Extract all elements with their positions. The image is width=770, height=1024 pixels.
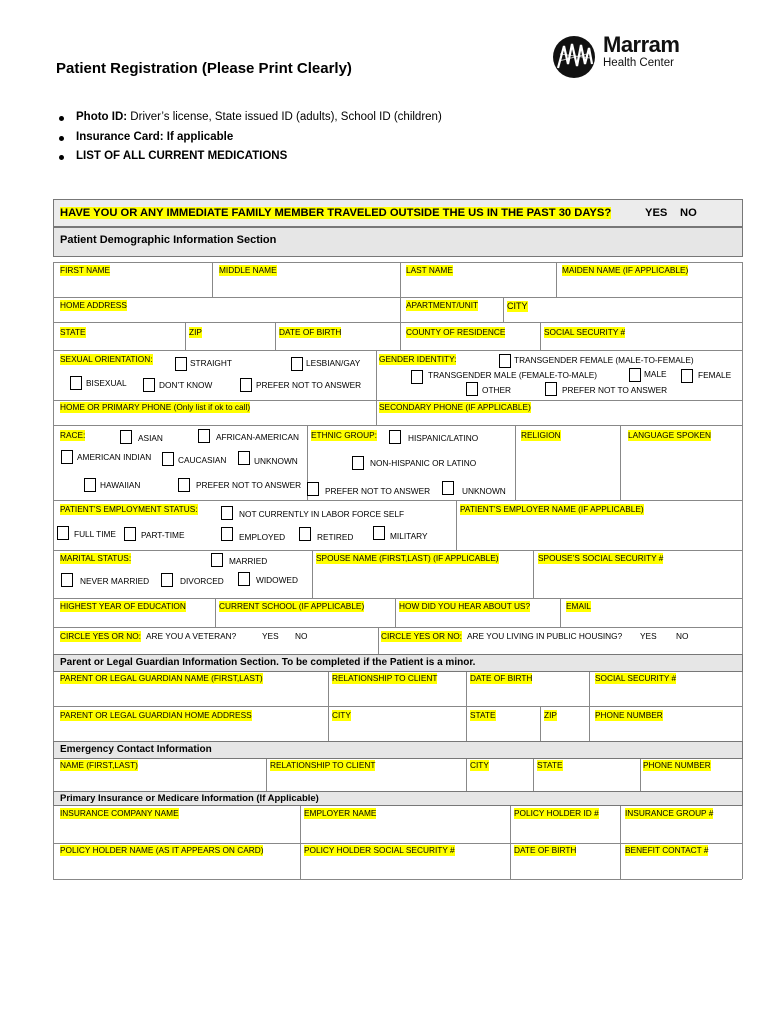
race-label: RACE:: [60, 430, 86, 440]
dont-know-checkbox[interactable]: [143, 378, 155, 392]
housing-no[interactable]: NO: [676, 631, 689, 641]
list-item: Insurance Card: If applicable: [56, 128, 442, 148]
ssn-label: SOCIAL SECURITY #: [544, 327, 626, 337]
sexual-orientation-label: SEXUAL ORIENTATION:: [60, 354, 153, 364]
emergency-city-label: CITY: [470, 760, 489, 770]
guardian-zip-label: ZIP: [544, 710, 557, 720]
female-option: FEMALE: [698, 370, 732, 380]
divorced-checkbox[interactable]: [161, 573, 173, 587]
not-in-labor-force-option: NOT CURRENTLY IN LABOR FORCE SELF: [239, 509, 405, 519]
policy-holder-name-label: POLICY HOLDER NAME (AS IT APPEARS ON CARD): [60, 845, 264, 855]
divorced-option: DIVORCED: [180, 576, 224, 586]
never-married-option: NEVER MARRIED: [80, 576, 150, 586]
married-checkbox[interactable]: [211, 553, 223, 567]
guardian-name-label: PARENT OR LEGAL GUARDIAN NAME (FIRST,LAST): [60, 673, 263, 683]
home-address-label: HOME ADDRESS: [60, 300, 127, 310]
guardian-ssn-label: SOCIAL SECURITY #: [595, 673, 677, 683]
emergency-name-label: NAME (FIRST,LAST): [60, 760, 138, 770]
caucasian-checkbox[interactable]: [162, 452, 174, 466]
education-label: HIGHEST YEAR OF EDUCATION: [60, 601, 186, 611]
guardian-dob-label: DATE OF BIRTH: [470, 673, 533, 683]
spouse-ssn-label: SPOUSE’S SOCIAL SECURITY #: [538, 553, 664, 563]
travel-question: [53, 199, 743, 227]
marram-logo-icon: [550, 34, 600, 80]
travel-question-text: HAVE YOU OR ANY IMMEDIATE FAMILY MEMBER TRAVELED OUTSIDE THE US IN THE PAST 30 DAYS?: [60, 207, 612, 219]
policy-holder-id-label: POLICY HOLDER ID #: [514, 808, 599, 818]
race-prefer-not-option: PREFER NOT TO ANSWER: [196, 480, 302, 490]
maiden-name-label: MAIDEN NAME (IF APPLICABLE): [562, 265, 689, 275]
email-label: EMAIL: [566, 601, 591, 611]
hispanic-option: HISPANIC/LATINO: [408, 433, 479, 443]
logo-name: Marram: [603, 32, 680, 57]
employed-checkbox[interactable]: [221, 527, 233, 541]
list-item: LIST OF ALL CURRENT MEDICATIONS: [56, 147, 442, 167]
hawaiian-option: HAWAIIAN: [100, 480, 141, 490]
retired-option: RETIRED: [317, 532, 354, 542]
african-american-option: AFRICAN-AMERICAN: [216, 432, 299, 442]
retired-checkbox[interactable]: [299, 527, 311, 541]
non-hispanic-checkbox[interactable]: [352, 456, 364, 470]
straight-checkbox[interactable]: [175, 357, 187, 371]
spouse-name-label: SPOUSE NAME (FIRST,LAST) (IF APPLICABLE): [316, 553, 499, 563]
insurance-company-label: INSURANCE COMPANY NAME: [60, 808, 179, 818]
circle-yes-no-label: CIRCLE YES OR NO:: [60, 631, 141, 641]
guardian-section-header: Parent or Legal Guardian Information Section. To be completed if the Patient is a minor.: [53, 654, 743, 672]
bisexual-checkbox[interactable]: [70, 376, 82, 390]
race-unknown-option: UNKNOWN: [254, 456, 298, 466]
emergency-phone-label: PHONE NUMBER: [643, 760, 711, 770]
guardian-phone-label: PHONE NUMBER: [595, 710, 663, 720]
logo: [550, 34, 700, 80]
ethnic-group-label: ETHNIC GROUP:: [311, 430, 377, 440]
gender-identity-label: GENDER IDENTITY:: [379, 354, 457, 364]
veteran-question: ARE YOU A VETERAN?: [146, 631, 237, 641]
marital-status-label: MARITAL STATUS:: [60, 553, 132, 563]
transgender-male-option: TRANSGENDER MALE (FEMALE-TO-MALE): [428, 370, 598, 380]
part-time-checkbox[interactable]: [124, 527, 136, 541]
military-checkbox[interactable]: [373, 526, 385, 540]
full-time-checkbox[interactable]: [57, 526, 69, 540]
caucasian-option: CAUCASIAN: [178, 455, 227, 465]
veteran-no[interactable]: NO: [295, 631, 308, 641]
male-option: MALE: [644, 369, 667, 379]
zip-label: ZIP: [189, 327, 202, 337]
race-unknown-checkbox[interactable]: [238, 451, 250, 465]
full-time-option: FULL TIME: [74, 529, 116, 539]
gi-prefer-not-checkbox[interactable]: [545, 382, 557, 396]
african-american-checkbox[interactable]: [198, 429, 210, 443]
asian-checkbox[interactable]: [120, 430, 132, 444]
travel-no[interactable]: NO: [680, 207, 697, 219]
secondary-phone-label: SECONDARY PHONE (IF APPLICABLE): [379, 402, 531, 412]
logo-subtitle: Health Center: [603, 57, 674, 69]
insurance-section-header: Primary Insurance or Medicare Information (If Applicable): [53, 791, 743, 806]
hawaiian-checkbox[interactable]: [84, 478, 96, 492]
race-prefer-not-checkbox[interactable]: [178, 478, 190, 492]
female-checkbox[interactable]: [681, 369, 693, 383]
emergency-section-header: Emergency Contact Information: [53, 741, 743, 759]
american-indian-checkbox[interactable]: [61, 450, 73, 464]
insurance-dob-label: DATE OF BIRTH: [514, 845, 577, 855]
first-name-label: FIRST NAME: [60, 265, 111, 275]
current-school-label: CURRENT SCHOOL (IF APPLICABLE): [219, 601, 365, 611]
veteran-yes[interactable]: YES: [262, 631, 279, 641]
gi-other-option: OTHER: [482, 385, 512, 395]
male-checkbox[interactable]: [629, 368, 641, 382]
transgender-female-checkbox[interactable]: [499, 354, 511, 368]
lesbian-gay-checkbox[interactable]: [291, 357, 303, 371]
american-indian-option: AMERICAN INDIAN: [77, 452, 152, 462]
travel-yes[interactable]: YES: [645, 207, 668, 219]
emergency-relationship-label: RELATIONSHIP TO CLIENT: [270, 760, 376, 770]
insurance-employer-label: EMPLOYER NAME: [304, 808, 377, 818]
non-hispanic-option: NON-HISPANIC OR LATINO: [370, 458, 477, 468]
guardian-state-label: STATE: [470, 710, 496, 720]
asian-option: ASIAN: [138, 433, 163, 443]
gi-prefer-not-option: PREFER NOT TO ANSWER: [562, 385, 668, 395]
not-in-labor-force-checkbox[interactable]: [221, 506, 233, 520]
straight-option: STRAIGHT: [190, 358, 232, 368]
widowed-option: WIDOWED: [256, 575, 298, 585]
ethnic-unknown-checkbox[interactable]: [442, 481, 454, 495]
requirements-list: [56, 108, 442, 167]
hispanic-checkbox[interactable]: [389, 430, 401, 444]
gi-other-checkbox[interactable]: [466, 382, 478, 396]
lesbian-gay-option: LESBIAN/GAY: [306, 358, 361, 368]
guardian-address-label: PARENT OR LEGAL GUARDIAN HOME ADDRESS: [60, 710, 252, 720]
religion-label: RELIGION: [521, 430, 561, 440]
bisexual-option: BISEXUAL: [86, 378, 127, 388]
policy-holder-ssn-label: POLICY HOLDER SOCIAL SECURITY #: [304, 845, 455, 855]
transgender-female-option: TRANSGENDER FEMALE (MALE-TO-FEMALE): [514, 355, 694, 365]
ethnic-prefer-not-option: PREFER NOT TO ANSWER: [325, 486, 431, 496]
guardian-city-label: CITY: [332, 710, 351, 720]
demographic-section-header: Patient Demographic Information Section: [53, 227, 743, 257]
dob-label: DATE OF BIRTH: [279, 327, 342, 337]
emergency-state-label: STATE: [537, 760, 563, 770]
married-option: MARRIED: [229, 556, 268, 566]
employer-name-label: PATIENT’S EMPLOYER NAME (IF APPLICABLE): [460, 504, 644, 514]
military-option: MILITARY: [390, 531, 428, 541]
hear-about-us-label: HOW DID YOU HEAR ABOUT US?: [399, 601, 531, 611]
benefit-contact-label: BENEFIT CONTACT #: [625, 845, 709, 855]
dont-know-option: DON’T KNOW: [159, 380, 213, 390]
so-prefer-not-option: PREFER NOT TO ANSWER: [256, 380, 362, 390]
state-label: STATE: [60, 327, 86, 337]
page-title: Patient Registration (Please Print Clearly): [56, 60, 352, 77]
employed-option: EMPLOYED: [239, 532, 286, 542]
language-label: LANGUAGE SPOKEN: [628, 430, 711, 440]
never-married-checkbox[interactable]: [61, 573, 73, 587]
part-time-option: PART-TIME: [141, 530, 185, 540]
employment-status-label: PATIENT’S EMPLOYMENT STATUS:: [60, 504, 198, 514]
ethnic-prefer-not-checkbox[interactable]: [307, 482, 319, 496]
apartment-label: APARTMENT/UNIT: [406, 300, 479, 310]
housing-yes[interactable]: YES: [640, 631, 657, 641]
middle-name-label: MIDDLE NAME: [219, 265, 277, 275]
widowed-checkbox[interactable]: [238, 572, 250, 586]
insurance-group-label: INSURANCE GROUP #: [625, 808, 714, 818]
ethnic-unknown-option: UNKNOWN: [462, 486, 506, 496]
circle-yes-no-label-2: CIRCLE YES OR NO:: [381, 631, 462, 641]
so-prefer-not-checkbox[interactable]: [240, 378, 252, 392]
city-label: CITY: [507, 301, 528, 311]
home-phone-label: HOME OR PRIMARY PHONE (Only list if ok to call): [60, 402, 251, 412]
public-housing-question: ARE YOU LIVING IN PUBLIC HOUSING?: [467, 631, 623, 641]
guardian-relationship-label: RELATIONSHIP TO CLIENT: [332, 673, 438, 683]
last-name-label: LAST NAME: [406, 265, 453, 275]
transgender-male-checkbox[interactable]: [411, 370, 423, 384]
list-item: Photo ID: Driver’s license, State issued ID (adults), School ID (children): [56, 108, 442, 128]
county-label: COUNTY OF RESIDENCE: [406, 327, 506, 337]
